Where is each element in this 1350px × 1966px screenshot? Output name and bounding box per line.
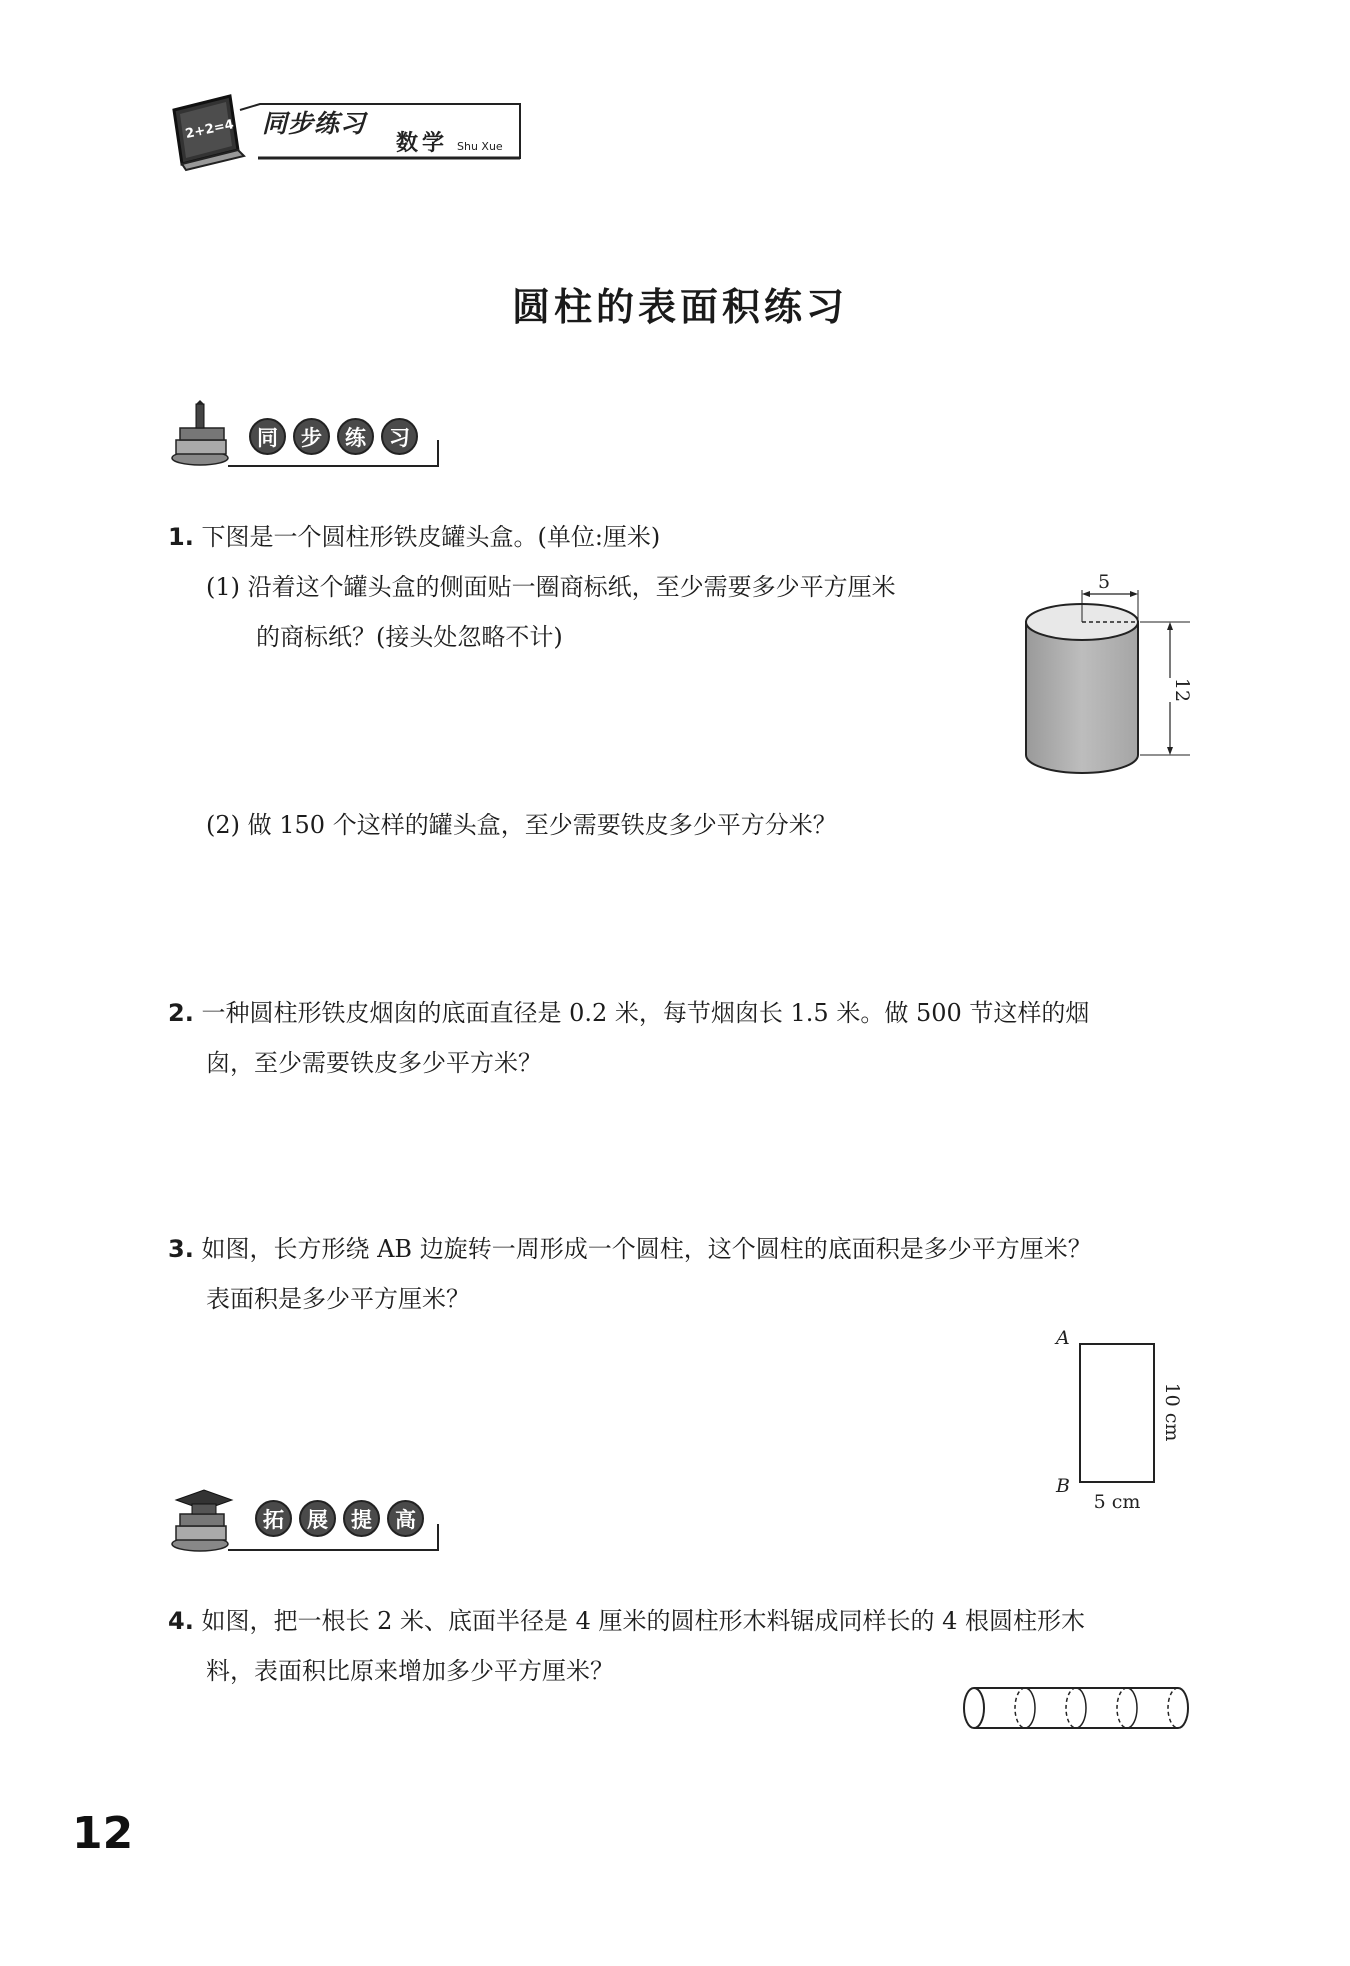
question-1 bbox=[168, 512, 660, 562]
question-3 bbox=[168, 1224, 1208, 1324]
question-text: 如图，长方形绕 AB 边旋转一周形成一个圆柱，这个圆柱的底面积是多少平方厘米？ bbox=[201, 1235, 1092, 1263]
header-subject: 数学 bbox=[396, 131, 449, 156]
log-left-end bbox=[964, 1688, 984, 1728]
question-text-continued: 囱，至少需要铁皮多少平方米？ bbox=[206, 1049, 542, 1077]
cut-line-1-front bbox=[1025, 1688, 1035, 1728]
cut-line-2-front bbox=[1076, 1688, 1086, 1728]
question-number: 1. bbox=[168, 523, 194, 551]
header-pinyin: Shu Xue bbox=[457, 140, 503, 153]
part-label: (2) bbox=[206, 811, 240, 839]
part-text: 沿着这个罐头盒的侧面贴一圈商标纸，至少需要多少平方厘米 bbox=[247, 573, 896, 601]
cylinder-figure bbox=[1010, 560, 1230, 780]
question-1-part-2 bbox=[206, 800, 837, 850]
log-outline bbox=[974, 1688, 1188, 1728]
chalkboard-text: 2+2=4 bbox=[184, 117, 236, 143]
rectangle-shape bbox=[1080, 1344, 1154, 1482]
question-text-continued: 表面积是多少平方厘米？ bbox=[206, 1285, 470, 1313]
cylinder-body bbox=[1026, 622, 1138, 773]
question-number: 3. bbox=[168, 1235, 194, 1263]
sync-label-char: 习 bbox=[381, 418, 418, 455]
part-label: (1) bbox=[206, 573, 240, 601]
log-figure bbox=[958, 1680, 1194, 1736]
sync-practice-label bbox=[249, 418, 418, 455]
part-text: 做 150 个这样的罐头盒，至少需要铁皮多少平方分米？ bbox=[247, 811, 837, 839]
extend-label-char: 拓 bbox=[255, 1500, 292, 1537]
cut-line-1-back bbox=[1015, 1688, 1025, 1728]
rect-width-label: 5 cm bbox=[1093, 1491, 1141, 1513]
question-text: 如图，把一根长 2 米、底面半径是 4 厘米的圆柱形木料锯成同样长的 4 根圆柱形木 bbox=[201, 1607, 1086, 1635]
extend-label bbox=[255, 1500, 424, 1537]
question-text: 下图是一个圆柱形铁皮罐头盒。(单位:厘米) bbox=[201, 523, 661, 551]
page-number: 12 bbox=[72, 1808, 134, 1859]
books-icon bbox=[172, 400, 228, 465]
height-label: 12 bbox=[1171, 677, 1193, 703]
sync-label-char: 步 bbox=[293, 418, 330, 455]
header-series-title: 同步练习 bbox=[262, 109, 367, 138]
extend-label-char: 提 bbox=[343, 1500, 380, 1537]
question-number: 2. bbox=[168, 999, 194, 1027]
question-number: 4. bbox=[168, 1607, 194, 1635]
question-text-continued: 料，表面积比原来增加多少平方厘米？ bbox=[206, 1657, 614, 1685]
radius-label: 5 bbox=[1097, 571, 1111, 593]
graduation-cap-books-icon bbox=[172, 1490, 232, 1551]
extend-label-char: 高 bbox=[387, 1500, 424, 1537]
sync-label-char: 同 bbox=[249, 418, 286, 455]
question-2 bbox=[168, 988, 1208, 1088]
sync-label-char: 练 bbox=[337, 418, 374, 455]
cut-line-3-front bbox=[1127, 1688, 1137, 1728]
rect-height-label: 10 cm bbox=[1161, 1382, 1183, 1442]
extend-label-char: 展 bbox=[299, 1500, 336, 1537]
cut-line-2-back bbox=[1066, 1688, 1076, 1728]
rectangle-figure bbox=[1050, 1320, 1200, 1520]
question-1-part-1 bbox=[206, 562, 1026, 662]
point-b-label: B bbox=[1056, 1475, 1070, 1497]
log-right-end-back bbox=[1168, 1688, 1178, 1728]
part-text-continued: 的商标纸？(接头处忽略不计) bbox=[256, 623, 563, 651]
page-title: 圆柱的表面积练习 bbox=[511, 285, 848, 329]
cut-line-3-back bbox=[1117, 1688, 1127, 1728]
question-text: 一种圆柱形铁皮烟囱的底面直径是 0.2 米，每节烟囱长 1.5 米。做 500 节这样的烟 bbox=[201, 999, 1090, 1027]
point-a-label: A bbox=[1056, 1327, 1070, 1349]
